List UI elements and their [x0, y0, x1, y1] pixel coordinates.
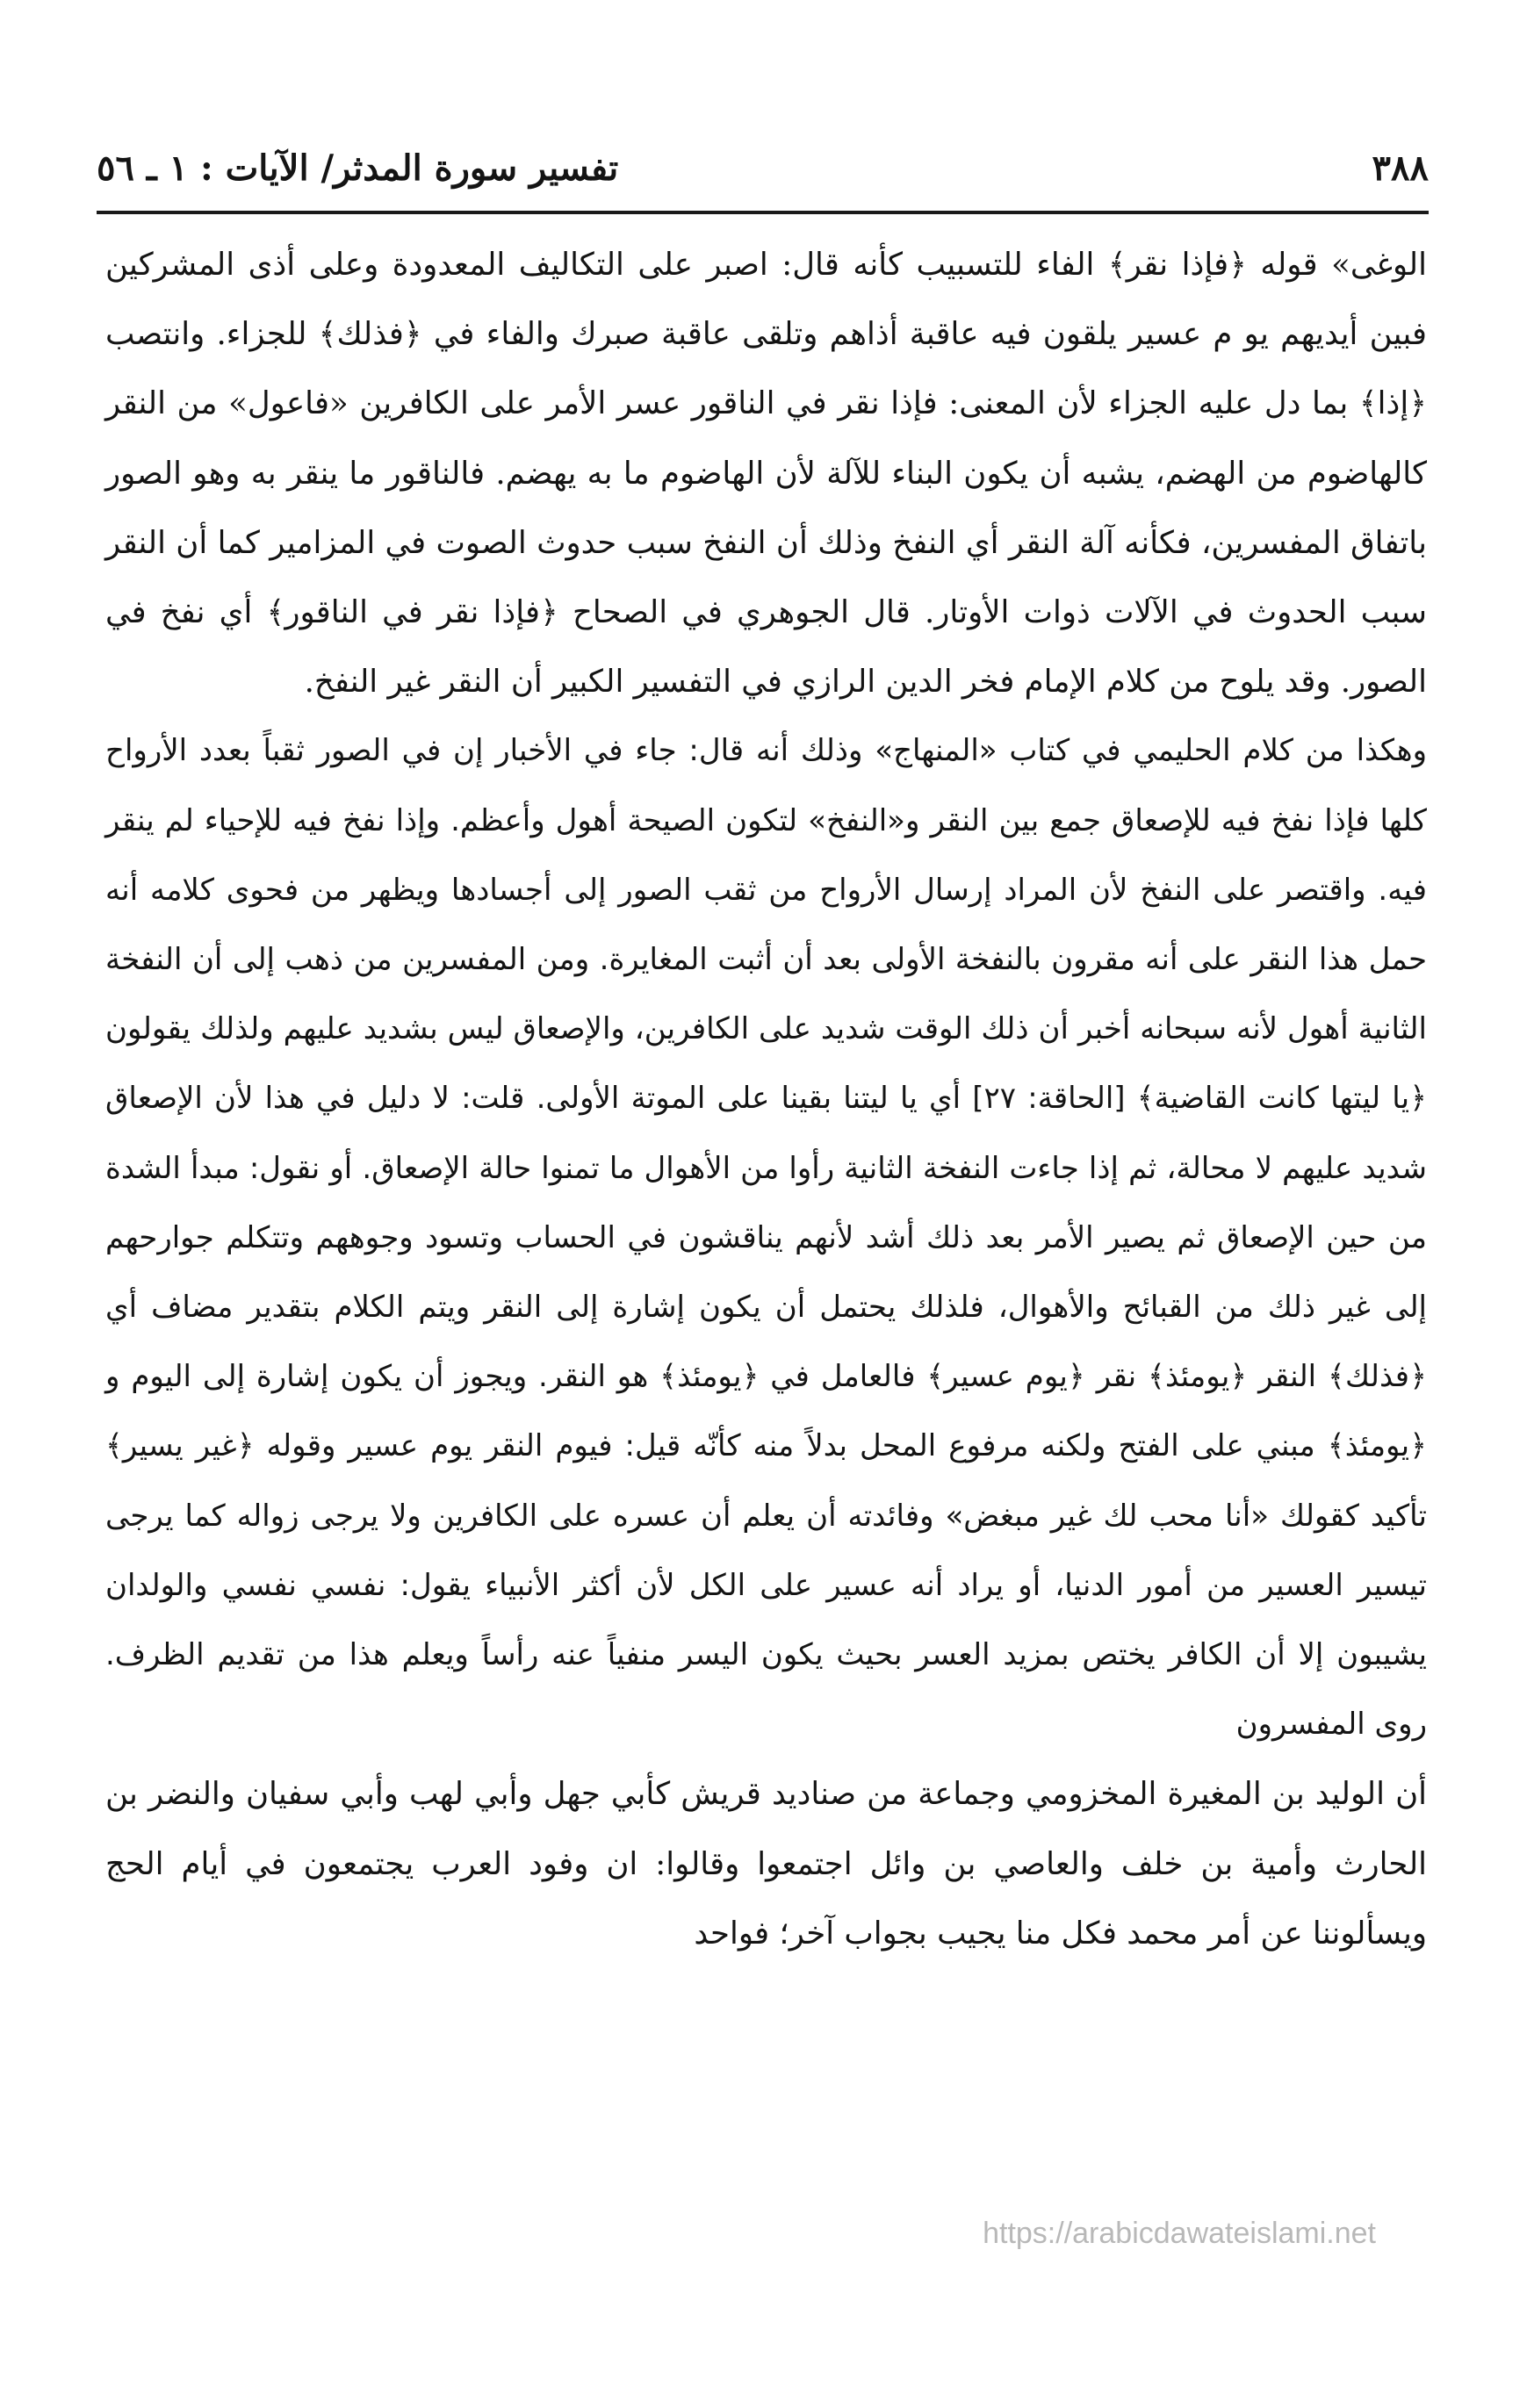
watermark-url: https://arabicdawateislami.net — [983, 2217, 1376, 2250]
header-rule — [97, 211, 1429, 214]
paragraph-1: الوغى» قوله ﴿فإذا نقر﴾ الفاء للتسبيب كأنه قال: اصبر على التكاليف المعدودة وعلى أذى المشركين فبين أيديهم يو م عسير يلقون فيه عاقبة أذاهم وتلقى عاقبة صبرك والفاء في ﴿فذلك﴾ للجزاء. وانتصب ﴿إذا﴾ بما دل عليه الجزاء لأن المعنى: فإذا نقر في الناقور عسر الأمر على الكافرين «فاعول» من النقر كالهاضوم من الهضم، يشبه أن يكون البناء للآلة لأن الهاضوم ما به يهضم. فالناقور ما ينقر به وهو الصور باتفاق المفسرين، فكأنه آلة النقر أي النفخ وذلك أن النفخ سبب حدوث الصوت في المزامير كما أن النقر سبب الحدوث في الآلات ذوات الأوتار. قال الجوهري في الصحاح ﴿فإذا نقر في الناقور﴾ أي نفخ في الصور. وقد يلوح من كلام الإمام فخر الدين الرازي في التفسير الكبير أن النقر غير النفخ. — [105, 247, 1427, 701]
page-number: ٣٨٨ — [1372, 147, 1429, 189]
page-header — [97, 140, 1429, 209]
page-body — [105, 230, 1427, 1968]
paragraph-2: وهكذا من كلام الحليمي في كتاب «المنهاج» وذلك أنه قال: جاء في الأخبار إن في الصور ثقباً بعدد الأرواح كلها فإذا نفخ فيه للإصعاق جمع بين النقر و«النفخ» لتكون الصيحة أهول وأعظم. وإذا نفخ فيه للإحياء لم ينقر فيه. واقتصر على النفخ لأن المراد إرسال الأرواح من ثقب الصور إلى أجسادها ويظهر من فحوى كلامه أنه حمل هذا النقر على أنه مقرون بالنفخة الأولى بعد أن أثبت المغايرة. ومن المفسرين من ذهب إلى أن النفخة الثانية أهول لأنه سبحانه أخبر أن ذلك الوقت شديد على الكافرين، والإصعاق ليس بشديد عليهم ولذلك يقولون ﴿يا ليتها كانت القاضية﴾ [الحاقة: ٢٧] أي يا ليتنا بقينا على الموتة الأولى. قلت: لا دليل في هذا لأن الإصعاق شديد عليهم لا محالة، ثم إذا جاءت النفخة الثانية رأوا من الأهوال ما تمنوا حالة الإصعاق. أو نقول: مبدأ الشدة من حين الإصعاق ثم يصير الأمر بعد ذلك أشد لأنهم يناقشون في الحساب وتسود وجوههم وتتكلم جوارحهم إلى غير ذلك من القبائح والأهوال، فلذلك يحتمل أن يكون إشارة إلى النقر ويتم الكلام بتقدير مضاف أي ﴿فذلك﴾ النقر ﴿يومئذ﴾ نقر ﴿يوم عسير﴾ فالعامل في ﴿يومئذ﴾ هو النقر. ويجوز أن يكون إشارة إلى اليوم و ﴿يومئذ﴾ مبني على الفتح ولكنه مرفوع المحل بدلاً منه كأنّه قيل: فيوم النقر يوم عسير وقوله ﴿غير يسير﴾ تأكيد كقولك «أنا محب لك غير مبغض» وفائدته أن يعلم أن عسره على الكافرين ولا يرجى زواله كما يرجى تيسير العسير من أمور الدنيا، أو يراد أنه عسير على الكل لأن أكثر الأنبياء يقول: نفسي نفسي والولدان يشيبون إلا أن الكافر يختص بمزيد العسر بحيث يكون اليسر منفياً عنه رأساً ويعلم هذا من تقديم الظرف. روى المفسرون — [105, 733, 1428, 1743]
paragraph-3: أن الوليد بن المغيرة المخزومي وجماعة من صناديد قريش كأبي جهل وأبي لهب وأبي سفيان والنضر بن الحارث وأمية بن خلف والعاصي بن وائل اجتمعوا وقالوا: ان وفود العرب يجتمعون في أيام الحج ويسألوننا عن أمر محمد فكل منا يجيب بجواب آخر؛ فواحد — [105, 1776, 1427, 1952]
running-title: تفسير سورة المدثر/ الآيات : ١ ـ ٥٦ — [97, 147, 619, 189]
